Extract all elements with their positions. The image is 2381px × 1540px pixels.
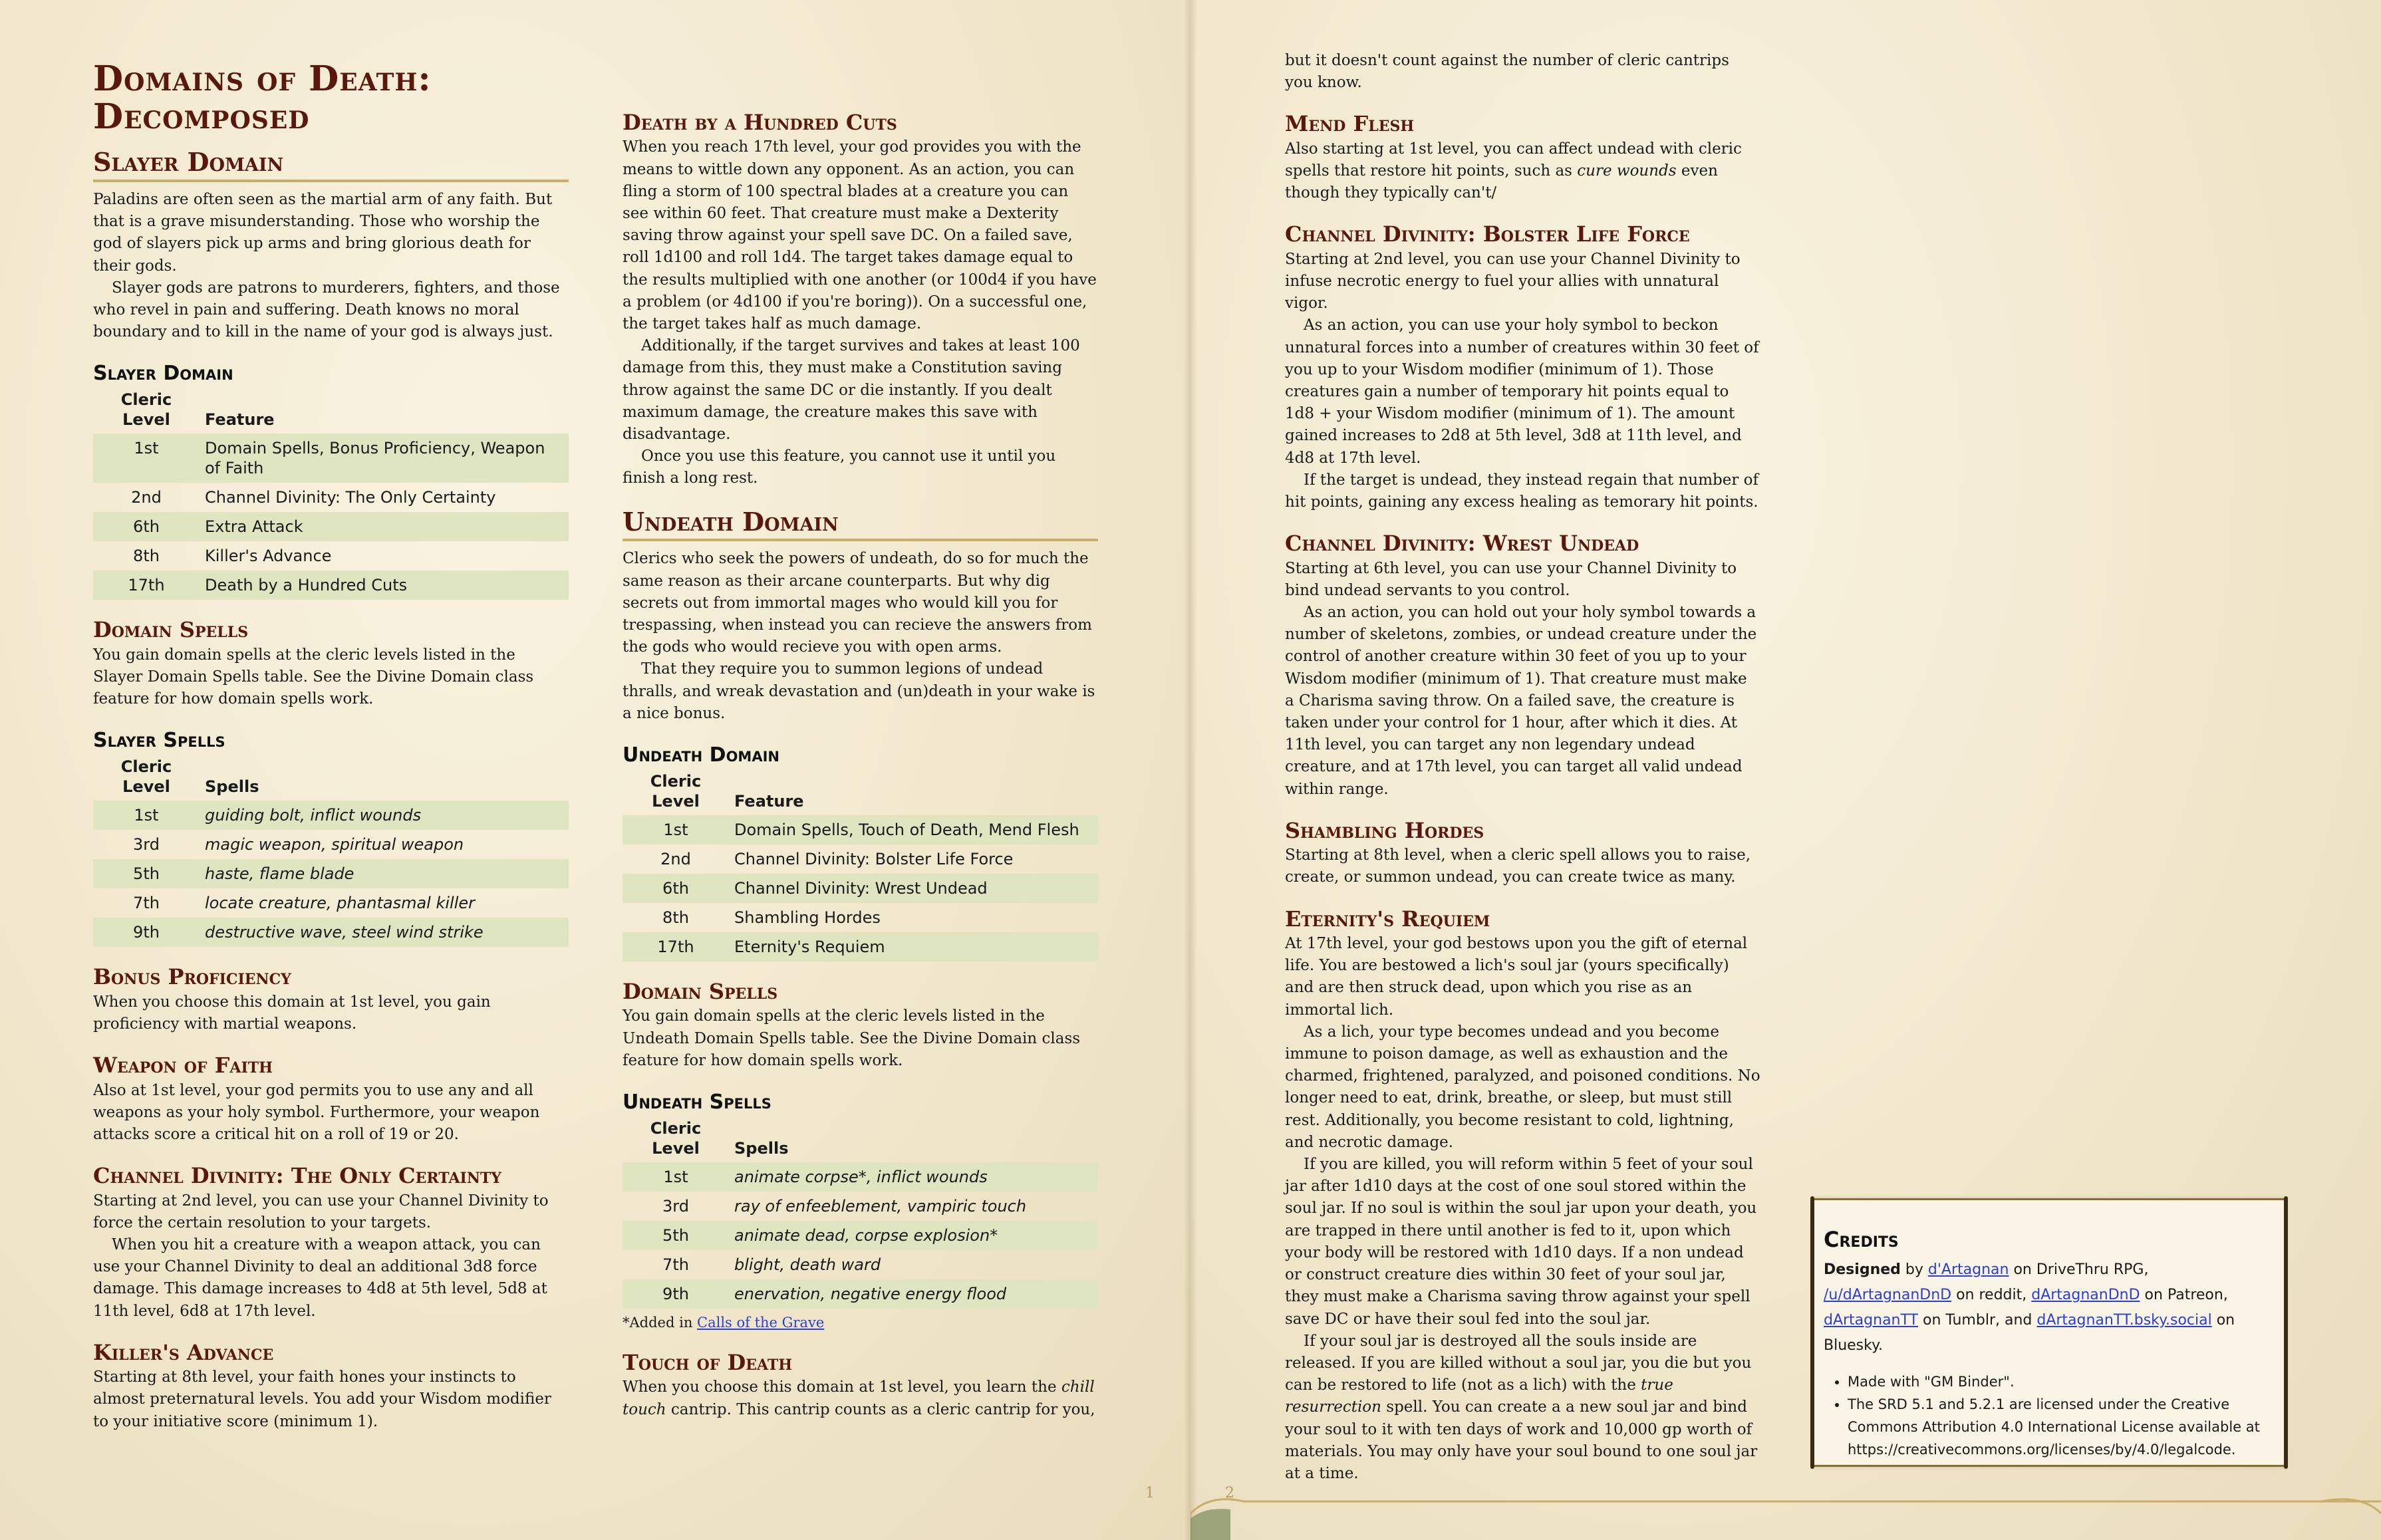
table-row <box>623 1250 1098 1279</box>
bonus-proficiency-heading: Bonus Proficiency <box>93 964 291 990</box>
bolster-text-2: As an action, you can use your holy symbol to beckon unnatural forces into a number of creatures within 30 feet of you up to your Wisdom modifier (minimum of 1). Those creatures gain a number of temporary hit points equal to 1d8 + your Wisdom modifier (minimum of 1). The amount gained increases to 2d8 at 5th level, 3d8 at 11th level, and 4d8 at 17th level. <box>1285 317 1759 467</box>
table-row <box>93 434 569 483</box>
level-cell: 5th <box>93 859 200 888</box>
note-prefix: *Added in <box>623 1314 698 1331</box>
undeath-intro-2: That they require you to summon legions of undead thralls, and wreak devastation and (un)death in your wake is a nice bonus. <box>623 660 1095 722</box>
table-row <box>623 932 1098 962</box>
mend-flesh-heading: Mend Flesh <box>1285 111 1415 137</box>
column-2 <box>623 110 1098 1421</box>
shambling-hordes-heading: Shambling Hordes <box>1285 817 1484 843</box>
designed-label: Designed <box>1824 1261 1901 1278</box>
text-run: When you choose this domain at 1st level, you learn the <box>623 1378 1061 1396</box>
added-in-note <box>623 1313 1098 1333</box>
level-cell: 2nd <box>660 849 691 868</box>
patreon-link[interactable]: dArtagnanDnD <box>2031 1287 2140 1303</box>
table-row <box>623 815 1098 844</box>
feature-cell: Channel Divinity: Bolster Life Force <box>734 849 1014 868</box>
undeath-domain-heading: Undeath Domain <box>623 507 1098 542</box>
table-row <box>623 1279 1098 1309</box>
level-cell: 6th <box>623 874 729 903</box>
slayer-domain-spells-heading: Domain Spells <box>93 617 249 643</box>
table-row <box>623 903 1098 932</box>
level-cell: 17th <box>623 932 729 962</box>
table-header-spells: Spells <box>734 1138 789 1158</box>
spells-cell: blight, death ward <box>734 1255 881 1274</box>
shambling-hordes-text: Starting at 8th level, when a cleric spell allows you to raise, create, or summon undead, you can create twice as many. <box>1285 846 1751 886</box>
undeath-table-title: Undeath Domain <box>623 743 779 767</box>
slayer-spells-table <box>93 757 569 947</box>
author-link[interactable]: d'Artagnan <box>1927 1261 2009 1278</box>
eternitys-requiem-heading: Eternity's Requiem <box>1285 906 1490 932</box>
slayer-table-title: Slayer Domain <box>93 362 233 386</box>
spells-cell: animate dead, corpse explosion* <box>729 1221 1098 1250</box>
level-cell: 5th <box>623 1221 729 1250</box>
text-run: spell. You can create a a new soul jar and bind your soul to it with ten days of work and 10,000 gp worth of materials. You may only have your soul bound to one soul jar at a time. <box>1285 1398 1758 1482</box>
bolster-text-3: If the target is undead, they instead regain that number of hit points, gaining any excess healing as temorary hit points. <box>1285 471 1759 511</box>
level-cell: 3rd <box>133 835 160 854</box>
wrest-text-1: Starting at 6th level, you can use your Channel Divinity to bind undead servants to you control. <box>1285 559 1737 599</box>
column-1 <box>93 60 569 1433</box>
feature-cell: Eternity's Requiem <box>729 932 1098 962</box>
text-run: by <box>1900 1261 1928 1278</box>
table-row <box>623 844 1098 874</box>
slayer-domain-heading: Slayer Domain <box>93 148 569 182</box>
level-cell: 6th <box>93 512 200 541</box>
text-run: on Bluesky. <box>1824 1312 2235 1354</box>
feature-cell: Domain Spells, Bonus Proficiency, Weapon of Faith <box>200 434 569 483</box>
hundred-cuts-text-1: When you reach 17th level, your god provides you with the means to wittle down any opponent. As an action, you can fling a storm of 100 spectral blades at a creature you can see within 60 feet. That creature must make a Dexterity saving throw against your spell save DC. On a failed save, roll 1d100 and roll 1d4. The target takes damage equal to the results multiplied with one another (or 100d4 if you have a problem (or 4d100 if you're boring)). On a successful one, the target takes half as much damage. <box>623 138 1097 333</box>
table-row <box>623 1162 1098 1192</box>
slayer-intro-2: Slayer gods are patrons to murderers, fighters, and those who revel in pain and suffering. Death knows no moral boundary and to kill in the name of your god is always just. <box>93 279 560 341</box>
credits-box <box>1813 1198 2285 1467</box>
spells-cell: animate corpse*, inflict wounds <box>729 1162 1098 1192</box>
killers-advance-text: Starting at 8th level, your faith hones your instincts to almost preternatural levels. You add your Wisdom modifier to your initiative score (minimum 1). <box>93 1368 551 1430</box>
killers-advance-heading: Killer's Advance <box>93 1339 274 1365</box>
bolster-life-force-heading: Channel Divinity: Bolster Life Force <box>1285 221 1690 247</box>
credits-list <box>1824 1370 2275 1461</box>
calls-of-the-grave-link[interactable]: Calls of the Grave <box>697 1314 825 1331</box>
level-cell: 1st <box>623 815 729 844</box>
slayer-intro-1: Paladins are often seen as the martial arm of any faith. But that is a grave misunderstanding. Those who worship the god of slayers pick up arms and bring glorious death for their gods. <box>93 191 553 275</box>
table-row <box>623 1221 1098 1250</box>
requiem-text-4 <box>1285 1331 1760 1485</box>
text-run: If your soul jar is destroyed all the souls inside are released. If you are killed without a soul jar, you die but you can be restored to life (not as a lich) with the <box>1285 1332 1752 1394</box>
feature-cell: Domain Spells, Touch of Death, Mend Flesh <box>729 815 1098 844</box>
undeath-intro-1: Clerics who seek the powers of undeath, do so for much the same reason as their arcane counterparts. But why dig secrets out from immortal mages who would kill you for trespassing, when instead you can recieve the answers from the gods who would recieve you with open arms. <box>623 550 1092 656</box>
level-cell: 9th <box>93 918 200 947</box>
bluesky-link[interactable]: dArtagnanTT.bsky.social <box>2036 1312 2212 1329</box>
reddit-link[interactable]: /u/dArtagnanDnD <box>1824 1287 1952 1303</box>
hundred-cuts-text-3: Once you use this feature, you cannot use it until you finish a long rest. <box>623 448 1056 487</box>
slayer-domain-spells-text: You gain domain spells at the cleric levels listed in the Slayer Domain Spells table. See the Divine Domain class feature for how domain spells work. <box>93 646 534 708</box>
text-run: even though they typically can't/ <box>1285 162 1718 202</box>
only-certainty-text-1: Starting at 2nd level, you can use your Channel Divinity to force the certain resolution to your targets. <box>93 1192 549 1231</box>
level-cell: 8th <box>133 547 160 566</box>
level-cell: 1st <box>93 801 200 830</box>
only-certainty-text-2: When you hit a creature with a weapon attack, you can use your Channel Divinity to deal an additional 3d8 force damage. This damage increases to 4d8 at 5th level, 5d8 at 11th level, 6d8 at 17th level. <box>93 1236 547 1320</box>
table-header-feature: Feature <box>205 410 275 430</box>
list-item: • Made with "GM Binder". <box>1848 1370 2275 1393</box>
spells-cell: guiding bolt, inflict wounds <box>200 801 569 830</box>
requiem-text-2: As a lich, your type becomes undead and you become immune to poison damage, as well as exhaustion and the charmed, frightened, paralyzed, and poisoned conditions. No longer need to eat, drink, breathe, or sleep, but must still rest. Additionally, you become resistant to cold, lightning, and necrotic damage. <box>1285 1023 1760 1151</box>
level-cell: 3rd <box>662 1196 689 1216</box>
text-run: Also starting at 1st level, you can affect undead with cleric spells that restore hit points, such as <box>1285 140 1742 180</box>
table-row <box>623 1192 1098 1221</box>
bolster-text-1: Starting at 2nd level, you can use your Channel Divinity to infuse necrotic energy to fuel your allies with unnatural vigor. <box>1285 250 1741 313</box>
mend-flesh-text <box>1285 138 1760 205</box>
bonus-proficiency-text: When you choose this domain at 1st level, you gain proficiency with martial weapons. <box>93 993 491 1033</box>
table-row <box>93 918 569 947</box>
level-cell: 9th <box>623 1279 729 1309</box>
level-cell: 7th <box>133 894 160 913</box>
spells-cell: destructive wave, steel wind strike <box>200 918 569 947</box>
feature-cell: Killer's Advance <box>205 547 332 566</box>
weapon-of-faith-heading: Weapon of Faith <box>93 1053 273 1079</box>
undeath-spells-table-title: Undeath Spells <box>623 1090 771 1114</box>
undeath-domain-spells-heading: Domain Spells <box>623 978 778 1004</box>
level-cell: 2nd <box>131 488 162 507</box>
footer-ornament <box>1190 1487 2381 1540</box>
document-title: Domains of Death: Decomposed <box>93 59 432 138</box>
table-row <box>93 483 569 512</box>
table-row <box>93 801 569 830</box>
page-number-1: 1 <box>1145 1485 1155 1501</box>
tumblr-link[interactable]: dArtagnanTT <box>1824 1312 1918 1329</box>
touch-of-death-continued: but it doesn't count against the number of cleric cantrips you know. <box>1285 52 1729 92</box>
text-run: on DriveThru RPG, <box>2009 1261 2149 1278</box>
spells-cell: ray of enfeeblement, vampiric touch <box>734 1196 1027 1216</box>
page-spine <box>1184 0 1197 1540</box>
table-row <box>93 888 569 918</box>
list-item: • The SRD 5.1 and 5.2.1 are licensed under the Creative Commons Attribution 4.0 International License available at https://creativecommons.org/licenses/by/4.0/legalcode. <box>1848 1393 2275 1461</box>
only-certainty-heading: Channel Divinity: The Only Certainty <box>93 1163 501 1189</box>
table-header-level: Cleric Level <box>650 771 702 811</box>
requiem-text-1: At 17th level, your god bestows upon you the gift of eternal life. You are bestowed a lich's soul jar (yours specifically) and are then struck dead, upon which you rise as an immortal lich. <box>1285 935 1748 1019</box>
spells-cell: enervation, negative energy flood <box>729 1279 1098 1309</box>
table-header-spells: Spells <box>205 777 259 797</box>
table-row <box>93 541 569 571</box>
touch-of-death-heading: Touch of Death <box>623 1349 793 1375</box>
feature-cell: Shambling Hordes <box>734 908 881 927</box>
table-row <box>93 512 569 541</box>
table-header-level: Cleric Level <box>120 757 172 797</box>
text-run: on reddit, <box>1951 1287 2032 1303</box>
level-cell: 1st <box>623 1162 729 1192</box>
feature-cell: Channel Divinity: Wrest Undead <box>729 874 1098 903</box>
column-3 <box>1285 50 1760 1485</box>
requiem-text-3: If you are killed, you will reform within 5 feet of your soul jar after 1d10 days at the cost of one soul stored within the soul jar. If no soul is within the soul jar upon your death, you are trapped in there until another is fed to it, upon which your body will be restored with 1d10 days. If a non undead or construct creature dies within 30 feet of your soul jar, they must make a Charisma saving throw against your spell save DC or have their soul fed into the soul jar. <box>1285 1156 1757 1328</box>
wrest-text-2: As an action, you can hold out your holy symbol towards a number of skeletons, zombies, or undead creature under the control of another creature within 30 feet of you up to your Wisdom modifier (minimum of 1). That creature must make a Charisma saving throw. On a failed save, the creature is taken under your control for 1 hour, after which it dies. At 11th level, you can target any non legendary undead creature, and at 17th level, you can target all valid undead within range. <box>1285 604 1757 798</box>
table-header-level: Cleric Level <box>120 390 172 430</box>
feature-cell: Extra Attack <box>200 512 569 541</box>
undeath-domain-spells-text: You gain domain spells at the cleric levels listed in the Undeath Domain Spells table. See the Divine Domain class feature for how domain spells work. <box>623 1007 1081 1069</box>
table-row <box>93 571 569 600</box>
spell-name: true resurrection <box>1285 1376 1673 1416</box>
table-header-level: Cleric Level <box>650 1118 702 1158</box>
level-cell: 17th <box>93 571 200 600</box>
weapon-of-faith-text: Also at 1st level, your god permits you to use any and all weapons as your holy symbol. Furthermore, your weapon attacks score a critical hit on a roll of 19 or 20. <box>93 1081 540 1144</box>
text-run: on Patreon, <box>2140 1287 2228 1303</box>
table-row <box>93 830 569 859</box>
table-row <box>623 874 1098 903</box>
table-row <box>93 859 569 888</box>
level-cell: 7th <box>662 1255 689 1274</box>
feature-cell: Channel Divinity: The Only Certainty <box>205 488 496 507</box>
slayer-spells-table-title: Slayer Spells <box>93 729 225 753</box>
undeath-spells-table <box>623 1118 1098 1309</box>
spells-cell: locate creature, phantasmal killer <box>205 894 476 913</box>
table-header-feature: Feature <box>734 791 804 811</box>
text-run: on Tumblr, and <box>1918 1312 2037 1329</box>
hundred-cuts-heading: Death by a Hundred Cuts <box>623 110 897 135</box>
spells-cell: magic weapon, spiritual weapon <box>205 835 464 854</box>
touch-of-death-text <box>623 1376 1098 1420</box>
spell-name: chill touch <box>623 1378 1095 1418</box>
level-cell: 8th <box>662 908 689 927</box>
hundred-cuts-text-2: Additionally, if the target survives and takes at least 100 damage from this, they must make a Constitution saving throw against the same DC or die instantly. If you dealt maximum damage, the creature makes this save with disadvantage. <box>623 337 1080 444</box>
wrest-undead-heading: Channel Divinity: Wrest Undead <box>1285 531 1639 557</box>
undeath-domain-table <box>623 771 1098 962</box>
credits-body <box>1824 1257 2275 1358</box>
feature-cell: Death by a Hundred Cuts <box>200 571 569 600</box>
text-run: cantrip. This cantrip counts as a cleric cantrip for you, <box>666 1400 1095 1418</box>
spells-cell: haste, flame blade <box>200 859 569 888</box>
spell-name: cure wounds <box>1577 162 1677 180</box>
slayer-domain-table <box>93 390 569 600</box>
credits-title: Credits <box>1824 1227 1899 1252</box>
page-number-2: 2 <box>1225 1485 1234 1501</box>
level-cell: 1st <box>93 434 200 483</box>
